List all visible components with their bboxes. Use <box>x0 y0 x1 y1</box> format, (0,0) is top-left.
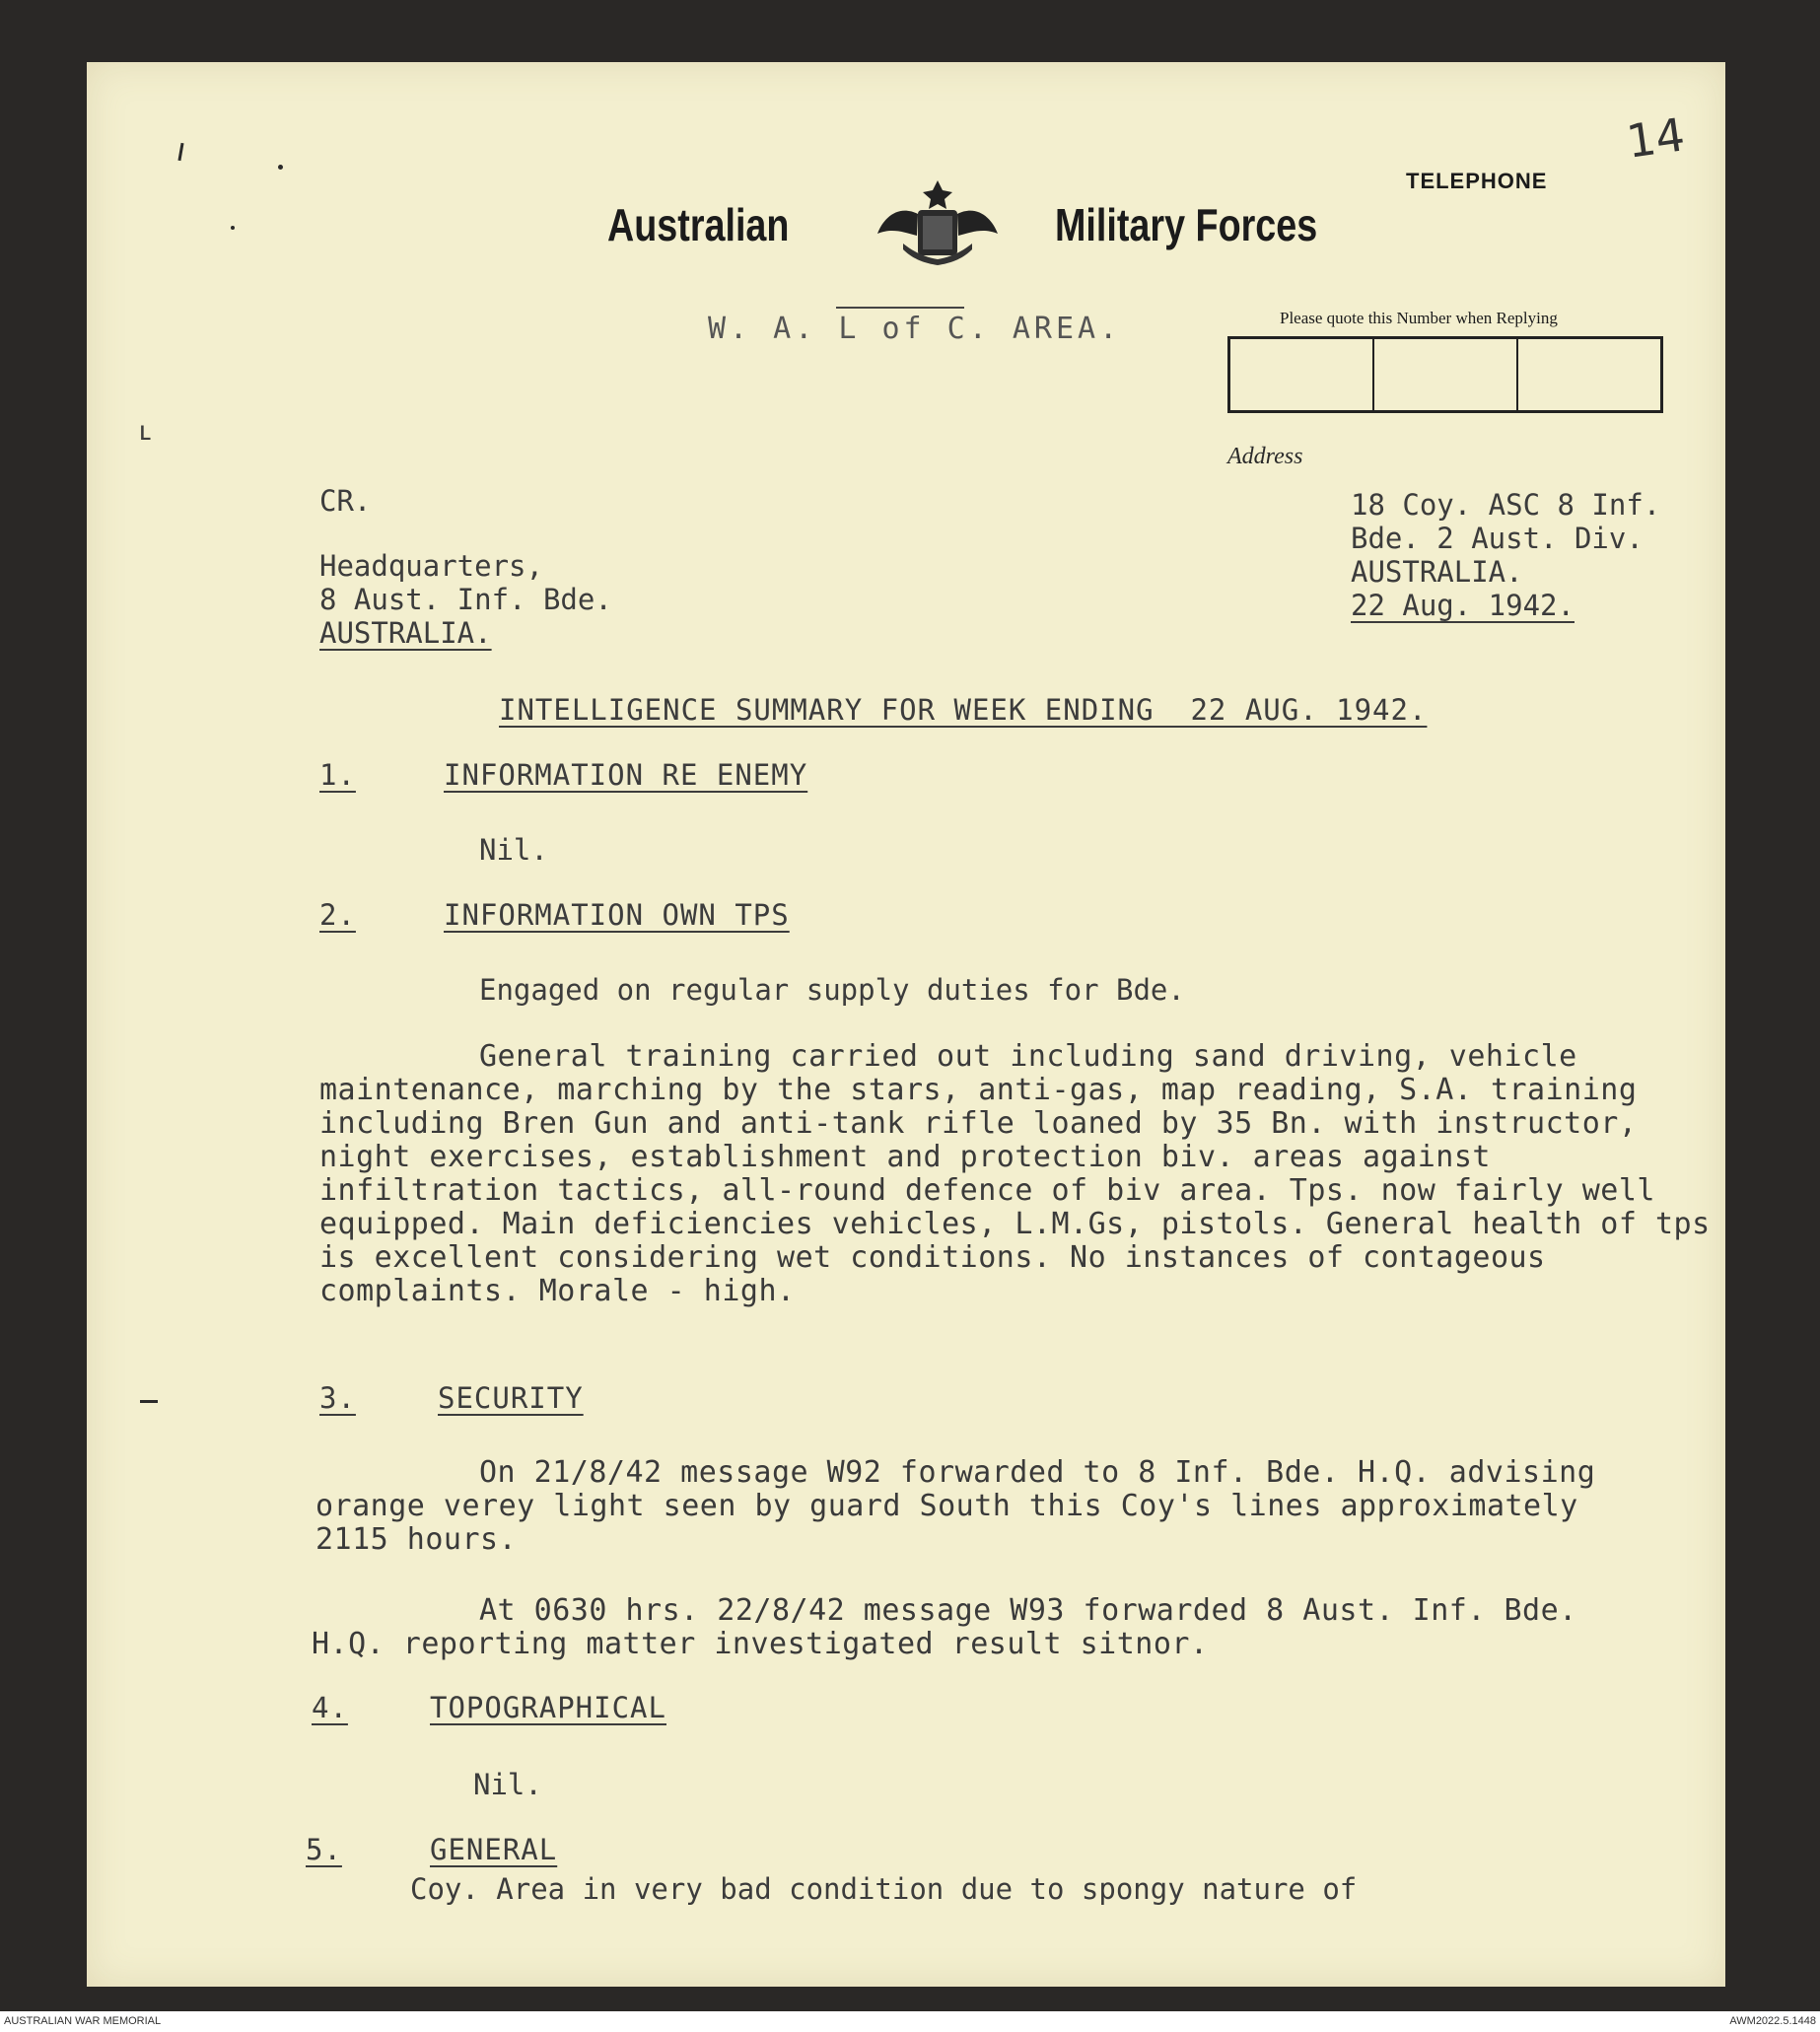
section-heading: INFORMATION RE ENEMY <box>444 758 808 792</box>
margin-mark <box>140 1400 158 1403</box>
footer-institution: AUSTRALIAN WAR MEMORIAL <box>4 2015 162 2027</box>
section-number: 1. <box>319 758 356 792</box>
sender-address <box>1351 488 1660 622</box>
recipient-address <box>319 549 612 650</box>
footer-accession-number: AWM2022.5.1448 <box>1729 2015 1816 2027</box>
sender-address-date: 22 Aug. 1942. <box>1351 589 1575 622</box>
letterhead-right-word: Military Forces <box>1055 199 1318 250</box>
section-paragraph: Coy. Area in very bad condition due to spongy nature of <box>410 1872 1358 1906</box>
recipient-line: AUSTRALIA. <box>319 616 492 650</box>
margin-mark <box>278 165 283 170</box>
document-page <box>87 62 1725 1987</box>
quote-number-label: Please quote this Number when Replying <box>1280 309 1558 327</box>
section-paragraph: At 0630 hrs. 22/8/42 message W93 forwarded 8 Aust. Inf. Bde. H.Q. reporting matter investigated result sitnor. <box>312 1593 1577 1661</box>
margin-mark: ʟ <box>138 417 154 447</box>
telephone-label: TELEPHONE <box>1406 169 1548 193</box>
section-heading: INFORMATION OWN TPS <box>444 898 790 932</box>
sender-address-line: Bde. 2 Aust. Div. <box>1351 522 1644 555</box>
section-heading: SECURITY <box>438 1381 584 1415</box>
unit-line: W. A. L of C. AREA. <box>708 312 1122 346</box>
reference-cell <box>1518 339 1660 410</box>
section-paragraph: Nil. <box>473 1768 542 1801</box>
sender-address-line: 18 Coy. ASC 8 Inf. <box>1351 488 1661 522</box>
section-paragraph: General training carried out including sand driving, vehicle maintenance, marching by the stars, anti-gas, map reading, S.A. training including Bren Gun and anti-tank rifle loaned by 35 Bn. with instructor, night exercises, establishment and protection biv. areas against infiltration tactics, all-round defence of biv area. Tps. now fairly well equipped. Main deficiencies vehicles, L.M.Gs, pistols. General health of tps is excellent considering wet conditions. No instances of contageous complaints. Morale - high. <box>319 1039 1711 1308</box>
address-label: Address <box>1227 444 1303 469</box>
reference-cell <box>1230 339 1374 410</box>
section-heading: GENERAL <box>430 1833 558 1866</box>
margin-mark <box>177 143 183 161</box>
recipient-prefix: CR. <box>319 484 372 518</box>
sender-address-line: AUSTRALIA. <box>1351 555 1523 589</box>
section-number: 3. <box>319 1381 356 1415</box>
archive-footer <box>0 2011 1820 2032</box>
section-number: 4. <box>312 1691 348 1724</box>
recipient-line: 8 Aust. Inf. Bde. <box>319 583 612 616</box>
coat-of-arms-icon <box>874 175 1002 267</box>
reference-cell <box>1374 339 1518 410</box>
reference-number-box <box>1227 336 1663 413</box>
section-number: 2. <box>319 898 356 932</box>
recipient-line: Headquarters, <box>319 549 543 583</box>
margin-mark <box>231 226 235 230</box>
section-paragraph: On 21/8/42 message W92 forwarded to 8 Inf. Bde. H.Q. advising orange verey light seen by guard South this Coy's lines approximately 2115 hours. <box>315 1455 1596 1557</box>
letterhead-left-word: Australian <box>607 199 790 250</box>
section-paragraph: Nil. <box>479 833 548 867</box>
document-title: INTELLIGENCE SUMMARY FOR WEEK ENDING 22 AUG. 1942. <box>499 693 1428 727</box>
section-paragraph: Engaged on regular supply duties for Bde. <box>479 973 1185 1007</box>
unit-line-overscore <box>836 307 964 309</box>
section-heading: TOPOGRAPHICAL <box>430 1691 666 1724</box>
folio-number: 14 <box>1623 107 1689 169</box>
section-number: 5. <box>306 1833 342 1866</box>
